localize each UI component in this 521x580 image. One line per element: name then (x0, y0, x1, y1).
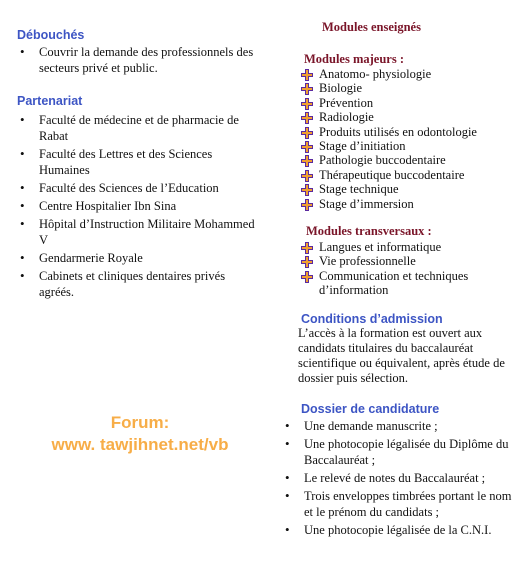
list-item: • Gendarmerie Royale (17, 250, 257, 266)
left-column (17, 28, 257, 300)
list-item: • Trois enveloppes timbrées portant le nom et le prénom du candidats ; (282, 488, 518, 520)
modules-heading: Modules enseignés (322, 20, 421, 34)
list-item: Biologie (296, 81, 518, 95)
cross-bullet-icon (301, 112, 313, 124)
cross-bullet-icon (301, 83, 313, 95)
list-item: Anatomo- physiologie (296, 67, 518, 81)
debouches-heading: Débouchés (17, 28, 85, 42)
modules-transversaux-heading: Modules transversaux : (306, 224, 432, 239)
admission-text: L’accès à la formation est ouvert aux candidats titulaires du baccalauréat scientifique ou équivalent, après étude de dossier puis sélection. (298, 325, 505, 385)
forum-label: Forum: (110, 413, 170, 432)
list-item: Pathologie buccodentaire (296, 153, 518, 167)
list-item: Thérapeutique buccodentaire (296, 168, 518, 182)
modules-transversaux-list (296, 240, 518, 298)
cross-bullet-icon (301, 199, 313, 211)
list-item: • Le relevé de notes du Baccalauréat ; (282, 470, 518, 486)
list-item: Prévention (296, 96, 518, 110)
list-item: Stage technique (296, 182, 518, 196)
admission-heading: Conditions d’admission (301, 311, 443, 326)
forum-watermark (30, 412, 250, 456)
list-item: Communication et techniques d’information (296, 269, 518, 298)
cross-bullet-icon (301, 127, 313, 139)
cross-bullet-icon (301, 69, 313, 81)
debouches-list (17, 44, 257, 76)
list-item: • Cabinets et cliniques dentaires privés agréés. (17, 268, 257, 300)
list-item: • Couvrir la demande des professionnels des secteurs privé et public. (17, 44, 257, 76)
list-item: Vie professionnelle (296, 254, 518, 268)
list-item: • Faculté des Sciences de l’Education (17, 180, 257, 196)
list-item: • Une photocopie légalisée de la C.N.I. (282, 522, 518, 538)
list-item: • Une photocopie légalisée du Diplôme du Baccalauréat ; (282, 436, 518, 468)
modules-majeurs-list (296, 67, 518, 211)
partenariat-heading: Partenariat (17, 94, 83, 108)
forum-url: www. tawjihnet.net/vb (51, 435, 229, 454)
list-item: Stage d’immersion (296, 197, 518, 211)
cross-bullet-icon (301, 256, 313, 268)
modules-majeurs-heading: Modules majeurs : (304, 52, 404, 66)
cross-bullet-icon (301, 184, 313, 196)
list-item: Stage d’initiation (296, 139, 518, 153)
cross-bullet-icon (301, 98, 313, 110)
right-column (296, 20, 518, 538)
dossier-list (282, 418, 518, 538)
list-item: • Faculté des Lettres et des Sciences Humaines (17, 146, 257, 178)
cross-bullet-icon (301, 271, 313, 283)
list-item: Langues et informatique (296, 240, 518, 254)
cross-bullet-icon (301, 141, 313, 153)
partenariat-list (17, 112, 257, 300)
list-item: Radiologie (296, 110, 518, 124)
dossier-heading: Dossier de candidature (301, 401, 440, 416)
cross-bullet-icon (301, 242, 313, 254)
list-item: • Centre Hospitalier Ibn Sina (17, 198, 257, 214)
cross-bullet-icon (301, 170, 313, 182)
list-item: • Une demande manuscrite ; (282, 418, 518, 434)
list-item: • Faculté de médecine et de pharmacie de Rabat (17, 112, 257, 144)
list-item: Produits utilisés en odontologie (296, 125, 518, 139)
cross-bullet-icon (301, 155, 313, 167)
list-item: • Hôpital d’Instruction Militaire Mohammed V (17, 216, 257, 248)
